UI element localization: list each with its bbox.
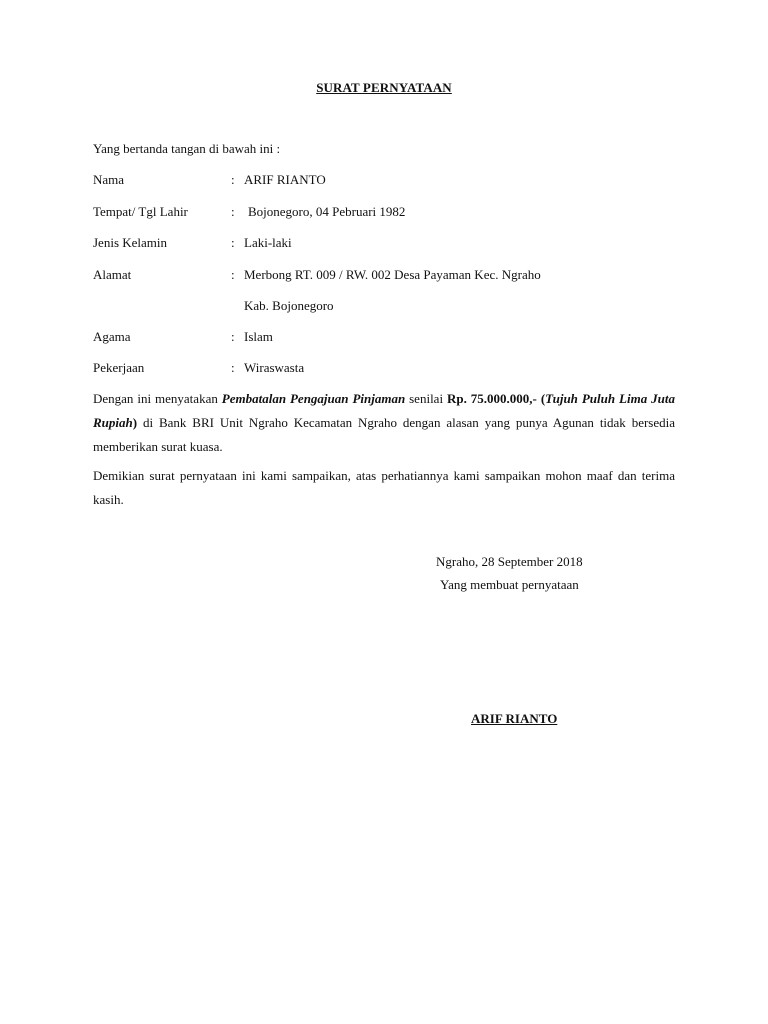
field-colon: : [231,172,235,187]
field-label-pekerjaan: Pekerjaan [93,360,145,375]
field-value-pekerjaan: Wiraswasta [244,360,305,375]
field-value-agama: Islam [244,329,273,344]
statement-text: di Bank BRI Unit Ngraho Kecamatan Ngraho dengan alasan yang punya Agunan tidak bersedia memberikan surat kuasa. [93,415,675,454]
field-colon: : [231,267,235,282]
signature-caption: Yang membuat pernyataan [440,577,579,592]
field-row-ttl [93,204,693,222]
field-row-alamat [93,267,693,285]
field-value-alamat-continued: Kab. Bojonegoro [244,298,334,313]
field-colon: : [231,329,235,344]
field-row-jenis-kelamin [93,235,693,253]
statement-amount-words: Tujuh Puluh Lima Juta Rupiah [93,391,675,430]
field-label-alamat: Alamat [93,267,132,282]
statement-text: senilai [405,391,447,406]
field-colon: : [231,204,235,219]
field-label-ttl: Tempat/ Tgl Lahir [93,204,188,219]
field-colon: : [231,235,235,250]
field-label-jenis-kelamin: Jenis Kelamin [93,235,168,250]
closing-paragraph: Demikian surat pernyataan ini kami sampaikan, atas perhatiannya kami sampaikan mohon maaf dan terima kasih. [93,468,675,507]
place-date: Ngraho, 28 September 2018 [436,554,583,569]
field-value-alamat: Merbong RT. 009 / RW. 002 Desa Payaman Kec. Ngraho [244,267,541,282]
statement-amount: Rp. 75.000.000,- ( [447,391,546,406]
intro-text: Yang bertanda tangan di bawah ini : [93,141,281,156]
statement-amount-close: ) [132,415,138,430]
field-value-jenis-kelamin: Laki-laki [244,235,292,250]
document-title: SURAT PERNYATAAN [316,80,452,95]
field-value-nama: ARIF RIANTO [244,172,326,187]
statement-subject: Pembatalan Pengajuan Pinjaman [221,391,406,406]
field-row-nama [93,172,693,190]
field-row-agama [93,329,693,347]
signatory-name: ARIF RIANTO [471,711,558,726]
field-row-pekerjaan [93,360,693,378]
field-label-nama: Nama [93,172,125,187]
field-value-ttl: Bojonegoro, 04 Pebruari 1982 [248,204,406,219]
field-label-agama: Agama [93,329,131,344]
statement-paragraph [93,387,675,459]
field-colon: : [231,360,235,375]
statement-text: Dengan ini menyatakan [93,391,222,406]
